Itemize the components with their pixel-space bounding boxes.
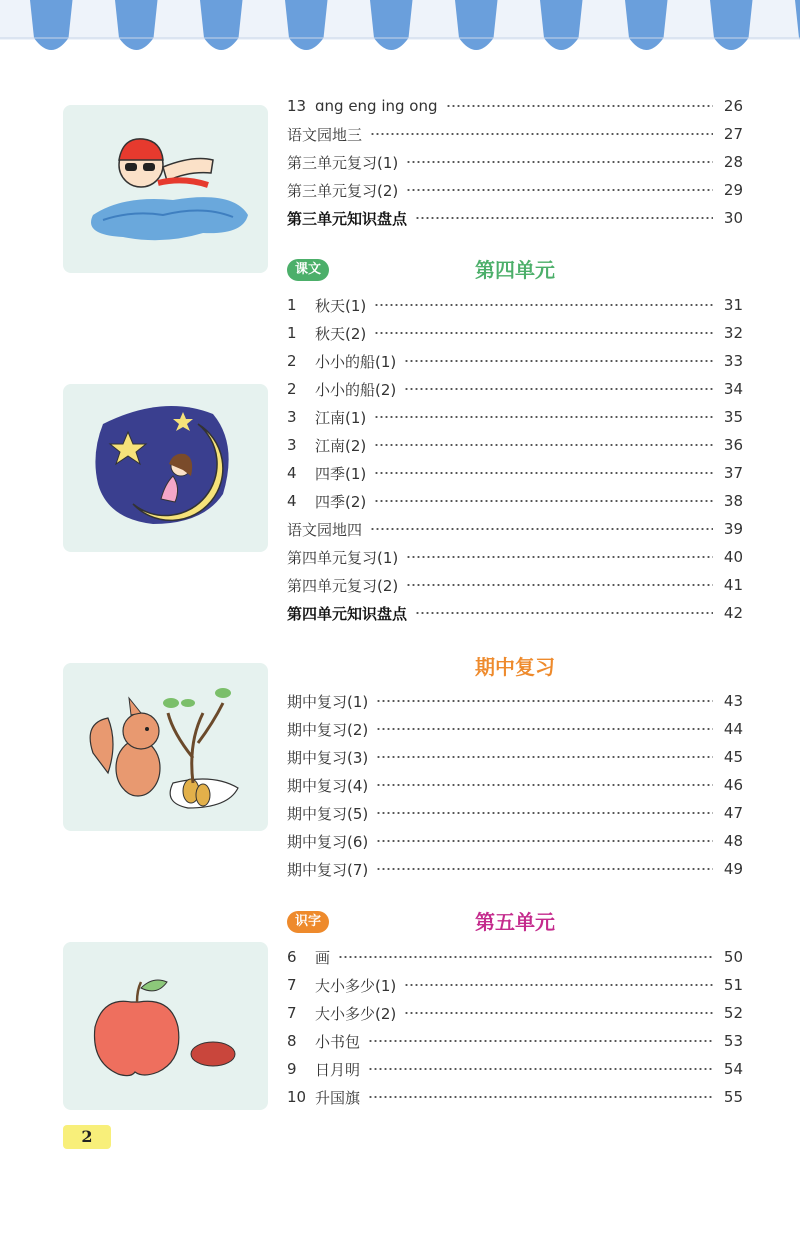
swimmer-illustration — [63, 105, 268, 273]
page-number: 41 — [723, 576, 743, 594]
toc-row[interactable] — [287, 717, 743, 741]
dot-leader — [376, 756, 713, 758]
lesson-title: 期中复习(3) — [287, 748, 369, 767]
lesson-title: 第三单元复习(1) — [287, 153, 399, 172]
dot-leader — [374, 444, 713, 446]
toc-row[interactable] — [287, 517, 743, 541]
dot-leader — [376, 728, 713, 730]
category-badge: 识字 — [287, 911, 329, 933]
awning-stripe — [30, 0, 73, 50]
lesson-number: 7 — [287, 976, 297, 994]
dot-leader — [370, 133, 713, 135]
girl-on-moon-illustration — [63, 384, 268, 552]
unit-title: 期中复习 — [475, 655, 555, 679]
toc-section-unit3 — [287, 94, 743, 234]
unit5-heading — [287, 908, 743, 936]
lesson-title: 第三单元复习(2) — [287, 181, 399, 200]
toc-row[interactable] — [287, 829, 743, 853]
squirrel-illustration — [63, 663, 268, 831]
toc-row[interactable] — [287, 206, 743, 230]
dot-leader — [415, 217, 713, 219]
toc-row[interactable] — [287, 94, 743, 118]
lesson-title: 小书包 — [315, 1032, 361, 1051]
apple-illustration — [63, 942, 268, 1110]
toc-row[interactable] — [287, 545, 743, 569]
page-number: 50 — [723, 948, 743, 966]
dot-leader — [404, 388, 713, 390]
lesson-title: 期中复习(1) — [287, 692, 369, 711]
page-number: 26 — [723, 97, 743, 115]
page-number: 51 — [723, 976, 743, 994]
lesson-title: ɑng eng ing ong — [315, 97, 438, 115]
lesson-title: 四季(1) — [315, 464, 367, 483]
page-number: 35 — [723, 408, 743, 426]
page-number: 31 — [723, 296, 743, 314]
awning-stripe — [285, 0, 328, 50]
page-number: 33 — [723, 352, 743, 370]
lesson-title: 秋天(2) — [315, 324, 367, 343]
lesson-title: 语文园地四 — [287, 520, 363, 539]
lesson-title: 小小的船(1) — [315, 352, 397, 371]
awning-stripe — [455, 0, 498, 50]
lesson-number: 6 — [287, 948, 297, 966]
page-number: 44 — [723, 720, 743, 738]
dot-leader — [376, 840, 713, 842]
page-number: 36 — [723, 436, 743, 454]
lesson-number: 1 — [287, 296, 297, 314]
lesson-title: 期中复习(4) — [287, 776, 369, 795]
lesson-number: 2 — [287, 352, 297, 370]
lesson-title: 第三单元知识盘点 — [287, 209, 408, 228]
lesson-title: 期中复习(5) — [287, 804, 369, 823]
toc-row[interactable] — [287, 857, 743, 881]
lesson-title: 日月明 — [315, 1060, 361, 1079]
toc-row[interactable] — [287, 601, 743, 625]
lesson-title: 画 — [315, 948, 331, 967]
dot-leader — [374, 472, 713, 474]
lesson-number: 3 — [287, 436, 297, 454]
lesson-title: 大小多少(2) — [315, 1004, 397, 1023]
unit-title: 第四单元 — [475, 258, 555, 282]
lesson-title: 第四单元复习(1) — [287, 548, 399, 567]
toc-row[interactable] — [287, 1029, 743, 1053]
lesson-number: 13 — [287, 97, 307, 115]
awning-stripe — [115, 0, 158, 50]
lesson-number: 9 — [287, 1060, 297, 1078]
lesson-number: 8 — [287, 1032, 297, 1050]
page-number: 32 — [723, 324, 743, 342]
awning-stripe — [370, 0, 413, 50]
page-number: 48 — [723, 832, 743, 850]
page-number: 55 — [723, 1088, 743, 1106]
page-number: 47 — [723, 804, 743, 822]
awning-stripe — [710, 0, 753, 50]
category-badge: 课文 — [287, 259, 329, 281]
toc-section-midterm — [287, 689, 743, 885]
dot-leader — [446, 105, 713, 107]
toc-row[interactable] — [287, 489, 743, 513]
awning-stripe — [540, 0, 583, 50]
dot-leader — [404, 360, 713, 362]
lesson-title: 四季(2) — [315, 492, 367, 511]
toc-row[interactable] — [287, 801, 743, 825]
dot-leader — [370, 528, 713, 530]
dot-leader — [376, 784, 713, 786]
toc-section-unit5 — [287, 945, 743, 1113]
page-number: 45 — [723, 748, 743, 766]
page-number-badge: 2 — [63, 1125, 111, 1149]
toc-row[interactable] — [287, 150, 743, 174]
lesson-title: 语文园地三 — [287, 125, 363, 144]
dot-leader — [374, 416, 713, 418]
page-number: 30 — [723, 209, 743, 227]
page-number: 34 — [723, 380, 743, 398]
unit4-heading — [287, 256, 743, 284]
page-number: 29 — [723, 181, 743, 199]
dot-leader — [368, 1096, 713, 1098]
toc-row[interactable] — [287, 293, 743, 317]
toc-row[interactable] — [287, 349, 743, 373]
toc-row[interactable] — [287, 433, 743, 457]
dot-leader — [376, 812, 713, 814]
lesson-number: 4 — [287, 464, 297, 482]
lesson-number: 2 — [287, 380, 297, 398]
dot-leader — [376, 700, 713, 702]
dot-leader — [406, 556, 713, 558]
lesson-title: 江南(1) — [315, 408, 367, 427]
toc-row[interactable] — [287, 1085, 743, 1109]
toc-row[interactable] — [287, 573, 743, 597]
page-number: 37 — [723, 464, 743, 482]
dot-leader — [368, 1068, 713, 1070]
page-number: 43 — [723, 692, 743, 710]
lesson-title: 期中复习(6) — [287, 832, 369, 851]
lesson-title: 秋天(1) — [315, 296, 367, 315]
page-number: 46 — [723, 776, 743, 794]
lesson-title: 期中复习(2) — [287, 720, 369, 739]
toc-row[interactable] — [287, 321, 743, 345]
lesson-number: 1 — [287, 324, 297, 342]
lesson-number: 4 — [287, 492, 297, 510]
toc-row[interactable] — [287, 1001, 743, 1025]
lesson-title: 升国旗 — [315, 1088, 361, 1107]
lesson-title: 第四单元复习(2) — [287, 576, 399, 595]
lesson-number: 3 — [287, 408, 297, 426]
dot-leader — [374, 332, 713, 334]
dot-leader — [406, 161, 713, 163]
toc-row[interactable] — [287, 1057, 743, 1081]
toc-section-unit4 — [287, 293, 743, 629]
lesson-title: 大小多少(1) — [315, 976, 397, 995]
unit-title: 第五单元 — [475, 910, 555, 934]
toc-row[interactable] — [287, 689, 743, 713]
toc-row[interactable] — [287, 122, 743, 146]
toc-row[interactable] — [287, 405, 743, 429]
toc-row[interactable] — [287, 461, 743, 485]
dot-leader — [368, 1040, 713, 1042]
lesson-number: 10 — [287, 1088, 307, 1106]
dot-leader — [376, 868, 713, 870]
page-number: 40 — [723, 548, 743, 566]
dot-leader — [338, 956, 713, 958]
page-number: 39 — [723, 520, 743, 538]
awning-stripe — [625, 0, 668, 50]
toc-row[interactable] — [287, 377, 743, 401]
page-number: 38 — [723, 492, 743, 510]
dot-leader — [404, 984, 713, 986]
toc-row[interactable] — [287, 178, 743, 202]
dot-leader — [374, 304, 713, 306]
toc-row[interactable] — [287, 745, 743, 769]
lesson-number: 7 — [287, 1004, 297, 1022]
lesson-title: 期中复习(7) — [287, 860, 369, 879]
lesson-title: 第四单元知识盘点 — [287, 604, 408, 623]
page-number: 49 — [723, 860, 743, 878]
dot-leader — [415, 612, 713, 614]
page-number: 52 — [723, 1004, 743, 1022]
page-number: 54 — [723, 1060, 743, 1078]
page-number: 27 — [723, 125, 743, 143]
lesson-title: 小小的船(2) — [315, 380, 397, 399]
toc-row[interactable] — [287, 945, 743, 969]
lesson-title: 江南(2) — [315, 436, 367, 455]
dot-leader — [374, 500, 713, 502]
dot-leader — [406, 584, 713, 586]
toc-row[interactable] — [287, 973, 743, 997]
dot-leader — [404, 1012, 713, 1014]
dot-leader — [406, 189, 713, 191]
page-number: 42 — [723, 604, 743, 622]
awning-decoration — [0, 0, 800, 85]
awning-stripe — [200, 0, 243, 50]
page-number: 53 — [723, 1032, 743, 1050]
toc-row[interactable] — [287, 773, 743, 797]
page-number: 28 — [723, 153, 743, 171]
midterm-heading — [287, 653, 743, 681]
